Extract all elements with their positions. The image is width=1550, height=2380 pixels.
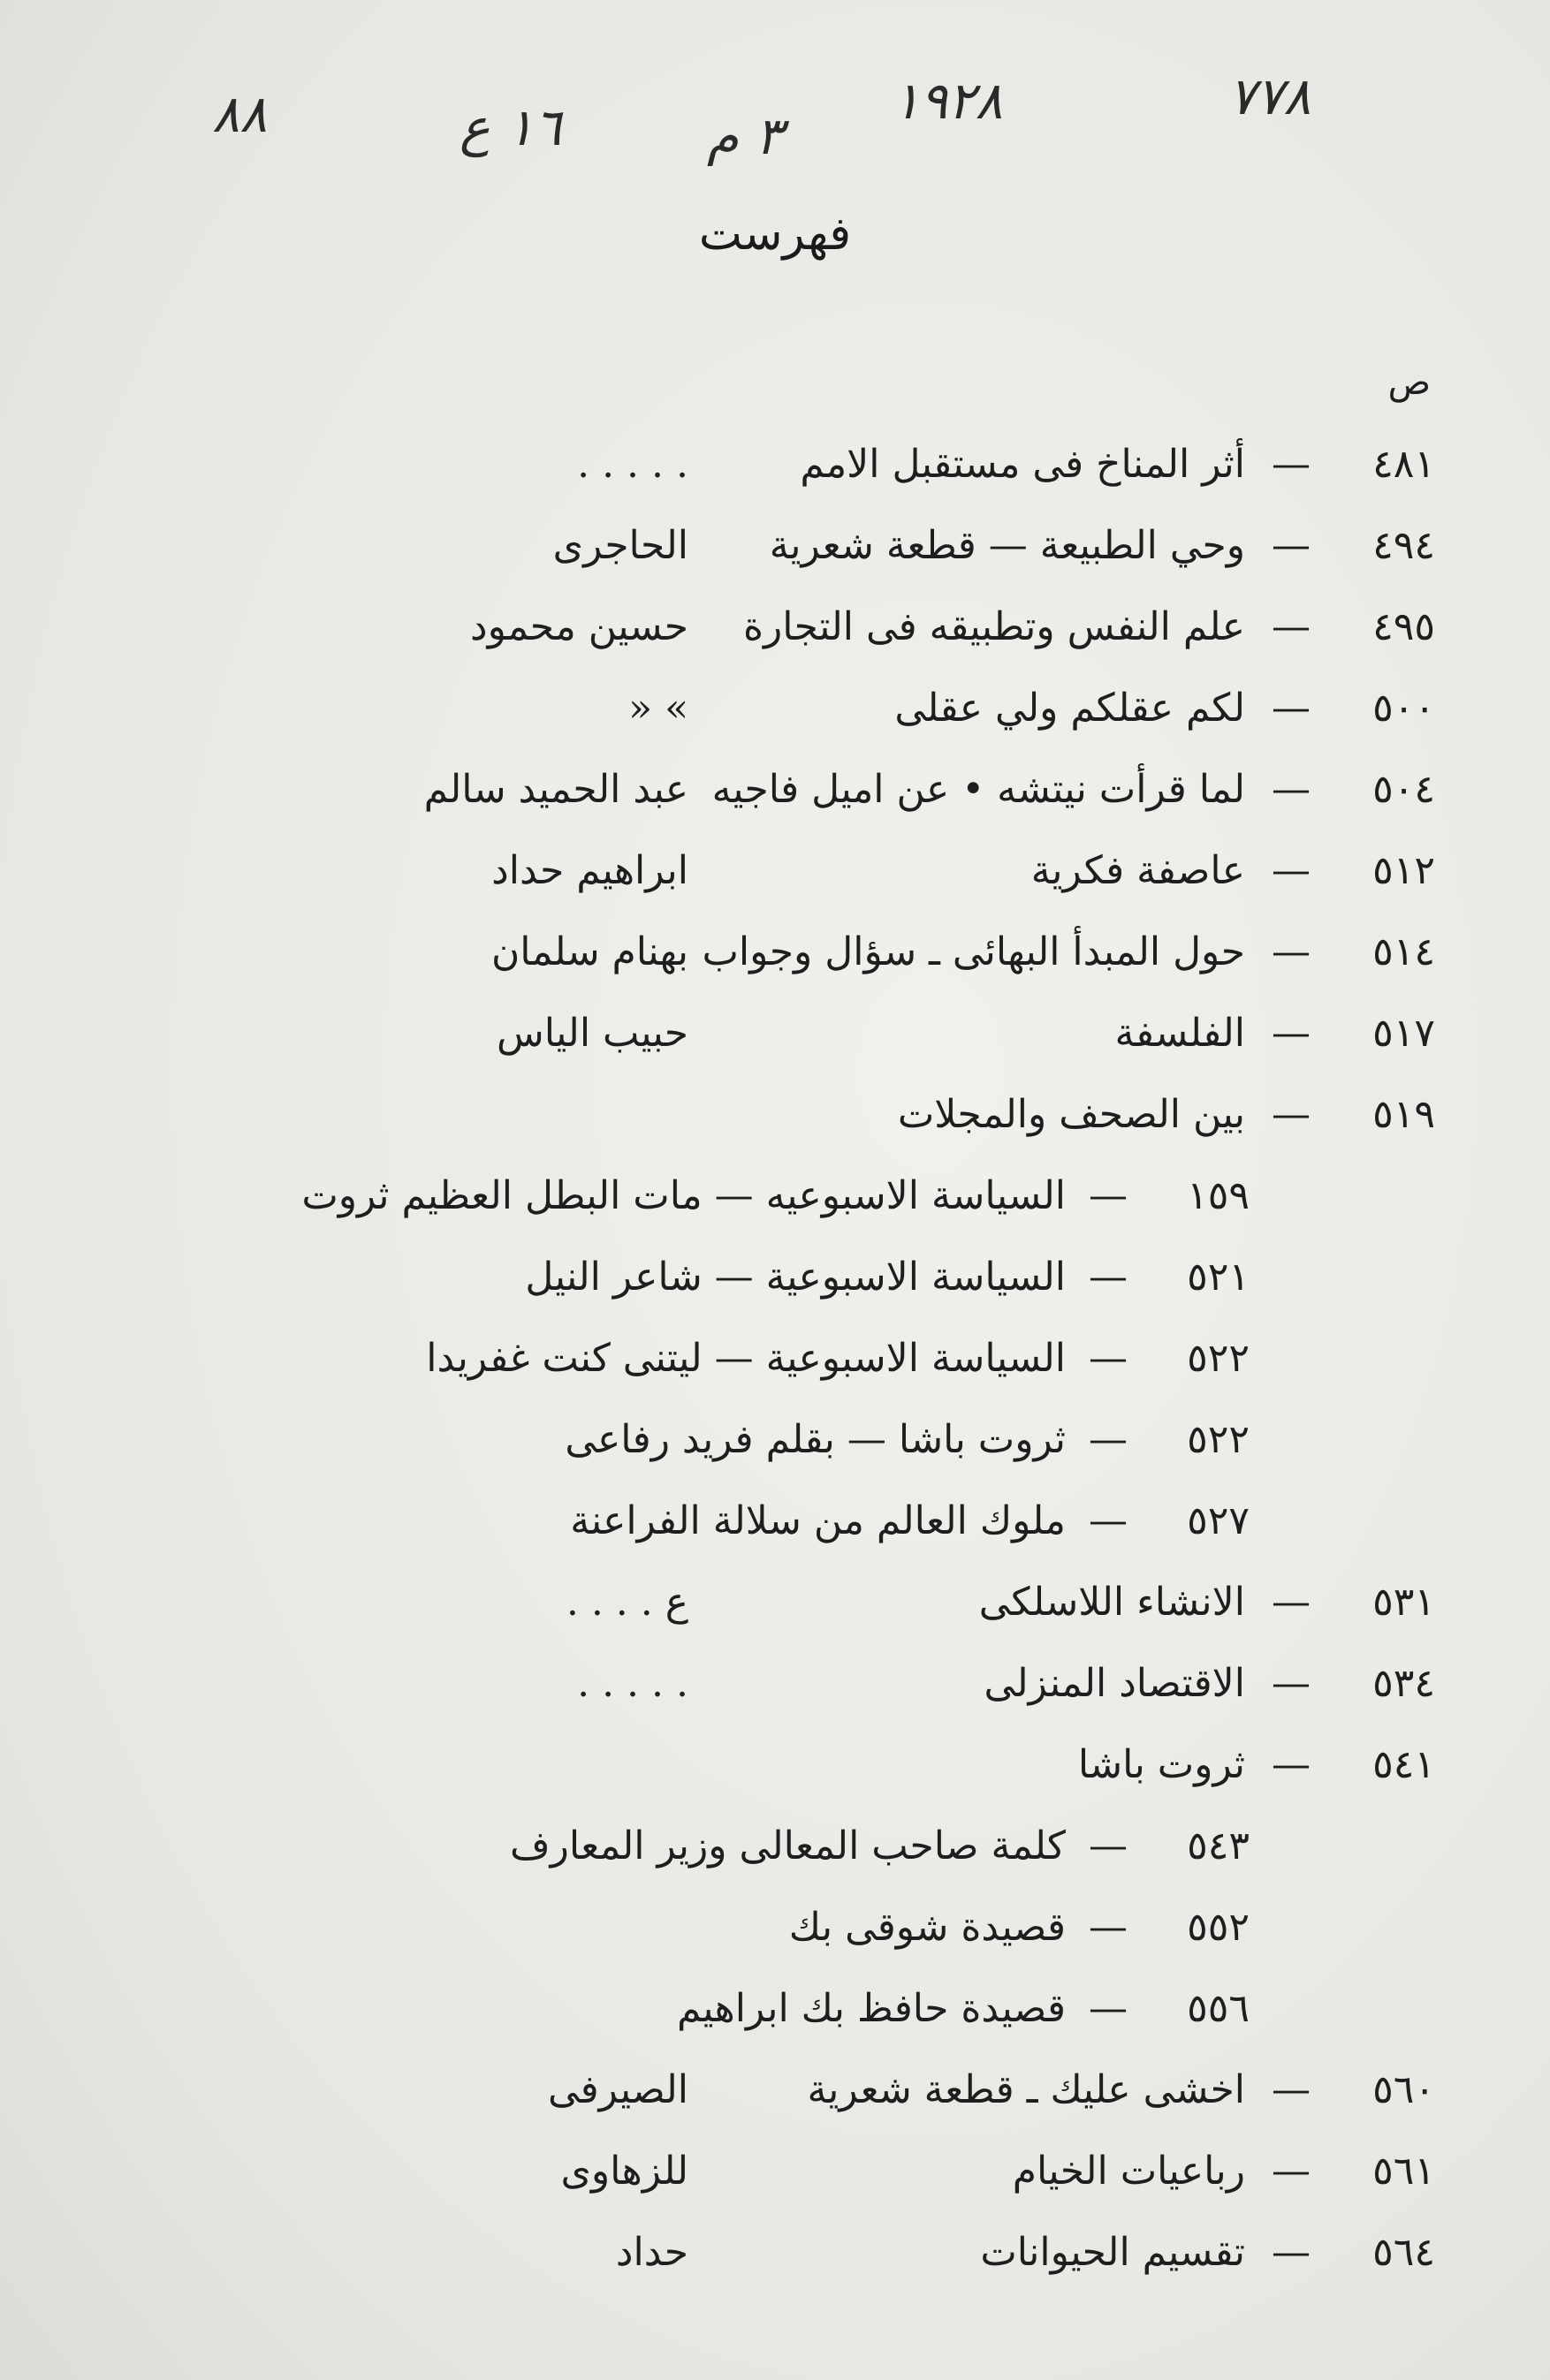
toc-dash: — <box>1089 1498 1128 1543</box>
toc-title: السياسة الاسبوعية — ليتنى كنت غفريدا <box>426 1336 1066 1381</box>
toc-dash: — <box>1272 1092 1311 1137</box>
toc-page-number: ٤٨١ <box>1372 442 1435 487</box>
toc-dash: — <box>1272 442 1311 487</box>
toc-page-number: ٥٤١ <box>1372 1742 1435 1787</box>
toc-page-number: ٥٠٤ <box>1372 767 1435 812</box>
toc-title: رباعيات الخيام <box>1012 2149 1245 2194</box>
toc-author: للزهاوى <box>560 2149 688 2194</box>
toc-author: » « <box>628 686 688 731</box>
toc-author: الصيرفى <box>547 2067 688 2112</box>
toc-author: ابراهيم حداد <box>491 848 688 893</box>
toc-page-number: ٥٥٦ <box>1187 1986 1250 2031</box>
toc-page-number: ٥٣٤ <box>1372 1661 1435 1706</box>
handwritten-year: ١٩٢٨ <box>893 71 1003 131</box>
toc-author: . . . . . <box>577 442 688 487</box>
toc-entry <box>0 1661 1550 1732</box>
toc-title: لكم عقلكم ولي عقلى <box>894 686 1245 731</box>
toc-title: وحي الطبيعة — قطعة شعرية <box>769 523 1245 568</box>
toc-title: قصيدة حافظ بك ابراهيم <box>676 1986 1066 2031</box>
toc-dash: — <box>1272 1742 1311 1787</box>
toc-entry <box>0 1011 1550 1081</box>
toc-entry <box>0 442 1550 512</box>
handwritten-code-1: ٨٨ <box>212 84 268 144</box>
toc-entry <box>0 1498 1550 1569</box>
toc-entry <box>0 767 1550 838</box>
toc-author: بهنام سلمان <box>490 929 688 974</box>
toc-entry <box>0 1254 1550 1325</box>
toc-page-number: ٥٦٠ <box>1372 2067 1435 2112</box>
toc-title: تقسيم الحيوانات <box>980 2230 1245 2275</box>
page-heading: فهرست <box>698 208 852 261</box>
toc-dash: — <box>1272 1661 1311 1706</box>
toc-author: ع . . . . <box>566 1580 688 1625</box>
toc-title: الفلسفة <box>1114 1011 1245 1056</box>
toc-dash: — <box>1272 848 1311 893</box>
toc-author: حسين محمود <box>470 604 688 649</box>
toc-title: الانشاء اللاسلكى <box>978 1580 1245 1625</box>
toc-entry <box>0 1905 1550 1975</box>
toc-dash: — <box>1272 1580 1311 1625</box>
toc-title: السياسة الاسبوعيه — مات البطل العظيم ثروت <box>301 1173 1066 1218</box>
toc-author: حداد <box>615 2230 688 2275</box>
toc-title: السياسة الاسبوعية — شاعر النيل <box>525 1254 1066 1300</box>
toc-page-number: ٥١٩ <box>1372 1092 1435 1137</box>
toc-dash: — <box>1089 1905 1128 1950</box>
toc-entry <box>0 848 1550 919</box>
toc-dash: — <box>1272 2067 1311 2112</box>
toc-page-number: ٥٢٧ <box>1187 1498 1250 1543</box>
toc-entry <box>0 1580 1550 1650</box>
toc-page-number: ٥١٤ <box>1372 929 1435 974</box>
toc-title: ثروت باشا — بقلم فريد رفاعى <box>565 1417 1066 1462</box>
toc-page-number: ١٥٩ <box>1187 1173 1250 1218</box>
toc-dash: — <box>1089 1336 1128 1381</box>
toc-entry <box>0 1417 1550 1488</box>
toc-title: اخشى عليك ـ قطعة شعرية <box>807 2067 1245 2112</box>
handwritten-code-3: ٣ م <box>707 106 783 166</box>
toc-dash: — <box>1272 767 1311 812</box>
handwritten-code-2: ١٦ ع <box>460 97 562 157</box>
toc-entry <box>0 1986 1550 2057</box>
toc-entry <box>0 1092 1550 1163</box>
page-column-label: ص <box>1387 362 1431 403</box>
toc-dash: — <box>1272 929 1311 974</box>
toc-page-number: ٥٢٢ <box>1187 1336 1250 1381</box>
toc-page-number: ٥٦١ <box>1372 2149 1435 2194</box>
toc-dash: — <box>1089 1986 1128 2031</box>
toc-dash: — <box>1272 2149 1311 2194</box>
toc-dash: — <box>1272 686 1311 731</box>
toc-entry <box>0 2230 1550 2300</box>
toc-title: علم النفس وتطبيقه فى التجارة <box>742 604 1245 649</box>
toc-page-number: ٥٥٢ <box>1187 1905 1250 1950</box>
toc-title: ثروت باشا <box>1077 1742 1245 1787</box>
toc-title: لما قرأت نيتشه • عن اميل فاجيه <box>711 767 1245 812</box>
toc-dash: — <box>1272 523 1311 568</box>
toc-title: حول المبدأ البهائى ـ سؤال وجواب <box>702 929 1245 974</box>
toc-dash: — <box>1272 604 1311 649</box>
toc-dash: — <box>1272 1011 1311 1056</box>
toc-title: أثر المناخ فى مستقبل الامم <box>800 442 1245 487</box>
toc-page-number: ٥٤٣ <box>1187 1823 1250 1868</box>
toc-title: عاصفة فكرية <box>1030 848 1245 893</box>
toc-entry <box>0 1742 1550 1813</box>
toc-page-number: ٤٩٥ <box>1372 604 1435 649</box>
toc-dash: — <box>1089 1173 1128 1218</box>
handwritten-number: ٧٧٨ <box>1228 66 1311 126</box>
toc-entry <box>0 523 1550 594</box>
toc-entry <box>0 604 1550 675</box>
toc-entry <box>0 1336 1550 1406</box>
toc-author: . . . . . <box>577 1661 688 1706</box>
toc-page-number: ٥٢١ <box>1187 1254 1250 1300</box>
toc-entry <box>0 1823 1550 1894</box>
toc-page-number: ٥٢٢ <box>1187 1417 1250 1462</box>
toc-page-number: ٤٩٤ <box>1372 523 1435 568</box>
toc-dash: — <box>1089 1417 1128 1462</box>
toc-title: الاقتصاد المنزلى <box>984 1661 1245 1706</box>
toc-page-number: ٥١٧ <box>1372 1011 1435 1056</box>
toc-title: كلمة صاحب المعالى وزير المعارف <box>509 1823 1066 1868</box>
toc-author: عبد الحميد سالم <box>423 767 688 812</box>
toc-title: بين الصحف والمجلات <box>897 1092 1245 1137</box>
toc-entry <box>0 686 1550 756</box>
toc-entry <box>0 2067 1550 2138</box>
toc-page-number: ٥١٢ <box>1372 848 1435 893</box>
toc-author: الحاجرى <box>552 523 688 568</box>
toc-title: ملوك العالم من سلالة الفراعنة <box>570 1498 1066 1543</box>
toc-entry <box>0 2149 1550 2219</box>
toc-title: قصيدة شوقى بك <box>788 1905 1066 1950</box>
toc-page-number: ٥٣١ <box>1372 1580 1435 1625</box>
toc-author: حبيب الياس <box>497 1011 688 1056</box>
toc-entry <box>0 1173 1550 1244</box>
toc-page-number: ٥٠٠ <box>1372 686 1435 731</box>
toc-dash: — <box>1089 1823 1128 1868</box>
toc-entry <box>0 929 1550 1000</box>
toc-dash: — <box>1272 2230 1311 2275</box>
toc-dash: — <box>1089 1254 1128 1300</box>
toc-page-number: ٥٦٤ <box>1372 2230 1435 2275</box>
